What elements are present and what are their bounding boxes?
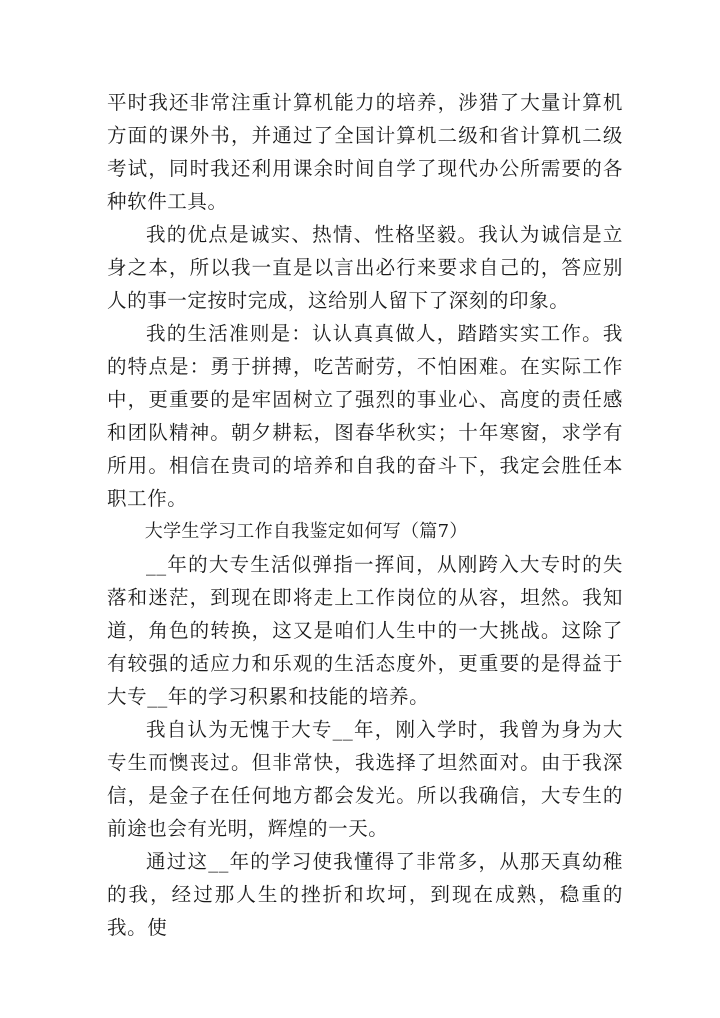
- paragraph-life-principles: 我的生活准则是：认认真真做人，踏踏实实工作。我的特点是：勇于拼搏，吃苦耐劳，不怕困难。在实际工作中，更重要的是牢固树立了强烈的事业心、高度的责任感和团队精神。朝夕耕耘，图春华秋实；十年寒窗，求学有所用。相信在贵司的培养和自我的奋斗下，我定会胜任本职工作。: [107, 322, 623, 510]
- paragraph-self-assessment: 我自认为无愧于大专__年，刚入学时，我曾为身为大专生而懊丧过。但非常快，我选择了坦然面对。由于我深信，是金子在任何地方都会发光。所以我确信，大专生的前途也会有光明，辉煌的一天。: [107, 718, 623, 840]
- paragraph-strengths: 我的优点是诚实、热情、性格坚毅。我认为诚信是立身之本，所以我一直是以言出必行来要求自己的，答应别人的事一定按时完成，这给别人留下了深刻的印象。: [107, 223, 623, 312]
- section-heading: 大学生学习工作自我鉴定如何写（篇7）: [144, 521, 468, 542]
- paragraph-growth: 通过这__年的学习使我懂得了非常多，从那天真幼稚的我，经过那人生的挫折和坎坷，到现在成熟，稳重的我。使: [107, 850, 623, 939]
- paragraph-computer-skills: 平时我还非常注重计算机能力的培养，涉猎了大量计算机方面的课外书，并通过了全国计算机二级和省计算机二级考试，同时我还利用课余时间自学了现代办公所需要的各种软件工具。: [107, 91, 623, 213]
- document-page: [107, 86, 623, 944]
- paragraph-college-life: __年的大专生活似弹指一挥间，从刚跨入大专时的失落和迷茫，到现在即将走上工作岗位的从容，坦然。我知道，角色的转换，这又是咱们人生中的一大挑战。这除了有较强的适应力和乐观的生活态度外，更重要的是得益于大专__年的学习积累和技能的培养。: [107, 553, 623, 708]
